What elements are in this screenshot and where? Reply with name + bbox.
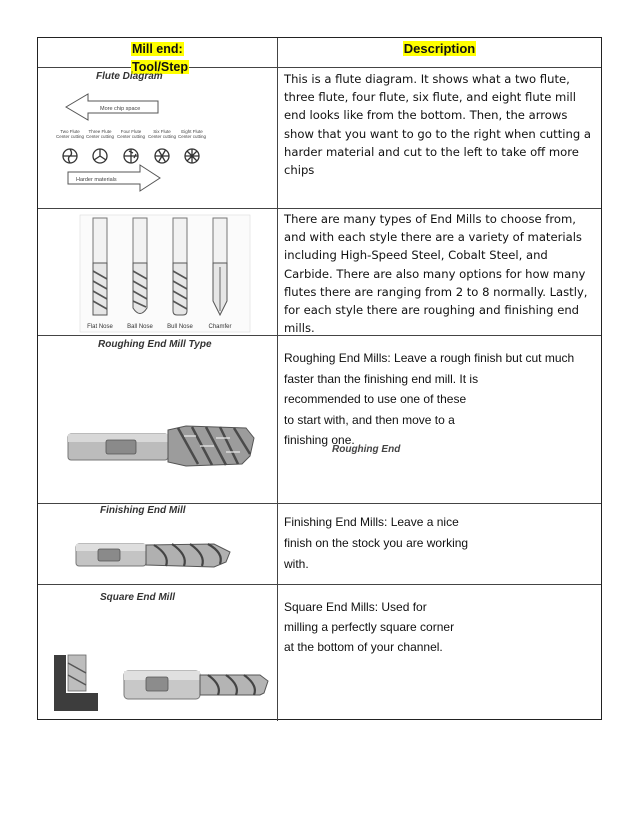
row-description-square: Square End Mills: Used for milling a perfectly square corner at the bottom of your channel. — [284, 600, 455, 654]
table-header-row — [38, 38, 601, 74]
two-flute-icon — [63, 149, 77, 163]
svg-text:Flat Nose: Flat Nose — [87, 324, 113, 330]
row-label-roughing: Roughing End Mill Type — [98, 339, 212, 350]
bull-nose-end-mill-icon — [173, 218, 187, 315]
header-description: Description — [403, 41, 476, 56]
table-row — [38, 504, 601, 585]
svg-text:Bull Nose: Bull Nose — [167, 324, 193, 330]
ball-nose-end-mill-icon — [133, 218, 147, 314]
header-description-cell — [278, 38, 601, 67]
svg-text:Center cutting: Center cutting — [55, 134, 85, 139]
row-label-flute-diagram: Flute Diagram — [96, 71, 163, 82]
end-mill-types-image — [80, 215, 250, 332]
header-mill-end: Mill end: — [132, 42, 183, 56]
row-label-finishing: Finishing End Mill — [100, 505, 186, 516]
svg-text:Center cutting: Center cutting — [85, 134, 115, 139]
three-flute-icon — [93, 149, 107, 163]
square-corner-diagram — [50, 655, 98, 711]
svg-text:Eight Flute: Eight Flute — [181, 129, 203, 134]
header-tool-step: Tool/Step — [132, 60, 189, 74]
svg-text:More chip space: More chip space — [100, 106, 141, 112]
header-tool-step-cell — [38, 38, 277, 74]
svg-text:Ball Nose: Ball Nose — [127, 324, 153, 330]
svg-text:Center cutting: Center cutting — [147, 134, 177, 139]
table-row — [38, 68, 601, 209]
four-flute-icon — [124, 149, 138, 163]
roughing-caption: Roughing End — [332, 444, 401, 455]
finishing-end-mill-image — [74, 538, 234, 572]
table-row — [38, 585, 601, 721]
svg-text:Center cutting: Center cutting — [116, 134, 146, 139]
row-description-end-mill-types: There are many types of End Mills to choose from, and with each style there are a variety of materials including High-Speed Steel, Cobalt Steel, and Carbide. There are also many options for how many flutes there are ranging from 2 to 8 normally. Lastly, for each style there are roughing and finishing end mills. — [284, 212, 588, 336]
table-row — [38, 336, 601, 504]
row-description-finishing: Finishing End Mills: Leave a nice finish on the stock you are working with. — [284, 515, 469, 571]
row-label-square: Square End Mill — [100, 592, 176, 603]
eight-flute-icon — [185, 149, 199, 163]
svg-text:Four Flute: Four Flute — [120, 129, 142, 134]
svg-text:Two Flute: Two Flute — [60, 129, 80, 134]
six-flute-icon — [155, 149, 169, 163]
square-end-mill-image — [122, 665, 272, 705]
row-description-roughing: Roughing End Mills: Leave a rough finish but cut much faster than the finishing end mill. It is recommended to use one of these to start with, and then move to a finishing one. — [284, 351, 575, 447]
svg-text:Six Flute: Six Flute — [153, 129, 171, 134]
svg-text:Center cutting: Center cutting — [177, 134, 207, 139]
roughing-end-mill-image — [66, 416, 256, 476]
table-row — [38, 209, 601, 336]
flute-diagram-image — [55, 92, 232, 200]
svg-text:Three Flute: Three Flute — [88, 129, 112, 134]
end-mill-table — [37, 37, 602, 720]
chamfer-end-mill-icon — [213, 218, 227, 315]
row-description-flute-diagram: This is a flute diagram. It shows what a two flute, three flute, four flute, six flute, and eight flute mill end looks like from the bottom. Then, the arrows show that you want to go to the right when cutting a harder material and cut to the left to take off more chips — [284, 72, 591, 178]
flat-nose-end-mill-icon — [93, 218, 107, 315]
svg-text:Chamfer: Chamfer — [208, 324, 232, 330]
svg-text:Harder materials: Harder materials — [76, 177, 117, 183]
